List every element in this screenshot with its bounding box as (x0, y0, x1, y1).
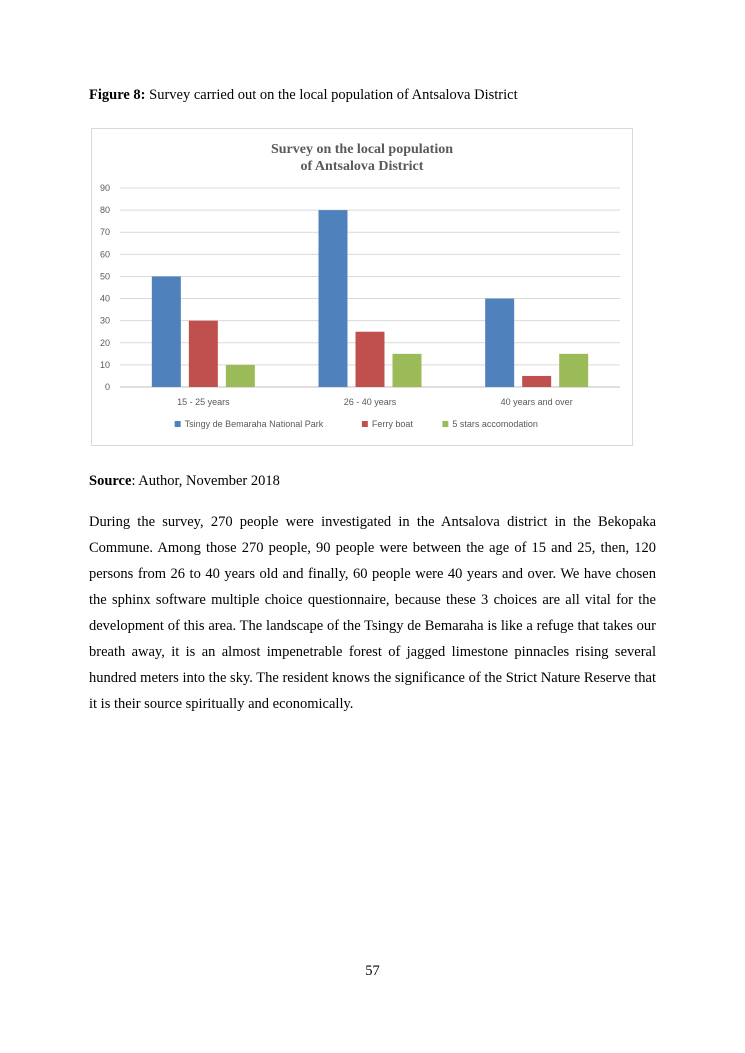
y-tick-label: 60 (99, 249, 110, 260)
bar (226, 365, 255, 387)
legend-swatch (175, 421, 181, 427)
bar (522, 376, 551, 387)
legend-label: Tsingy de Bemaraha National Park (184, 419, 324, 429)
source-label: Source (89, 473, 132, 489)
y-axis-ticks (100, 183, 110, 392)
y-tick-label: 0 (104, 382, 110, 392)
legend (175, 419, 538, 429)
bar (559, 354, 588, 387)
y-tick-label: 50 (99, 271, 110, 282)
x-axis-ticks (177, 397, 573, 407)
y-tick-label: 40 (99, 293, 110, 304)
page-number: 57 (365, 963, 380, 979)
bar (393, 354, 422, 387)
figure-caption-text: Survey carried out on the local population of Antsalova District (149, 87, 518, 103)
legend-label: Ferry boat (371, 419, 413, 429)
bar (319, 210, 348, 387)
y-tick-label: 80 (99, 205, 110, 216)
chart-title-line-1: Survey on the local population (270, 142, 454, 157)
legend-swatch (442, 421, 448, 427)
y-tick-label: 90 (99, 183, 110, 193)
chart-title-line-2: of Antsalova District (300, 159, 424, 174)
bar-chart (91, 128, 633, 446)
x-tick-label: 26 - 40 years (343, 397, 397, 407)
x-tick-label: 15 - 25 years (177, 397, 230, 407)
chart-svg (92, 129, 632, 445)
source-text: : Author, November 2018 (131, 473, 280, 489)
bar (189, 321, 218, 387)
body-paragraph: During the survey, 270 people were investigated in the Antsalova district in the Bekopaka Commune. Among those 270 people, 90 people were between the age of 15 and 25, then, 120 persons from 26 to 40 years old and finally, 60 people were 40 years and over. We have chosen the sphinx software multiple choice questionnaire, because these 3 choices are all vital for the development of this area. The landscape of the Tsingy de Bemaraha is like a refuge that takes our breath away, it is an almost impenetrable forest of jagged limestone pinnacles rising several hundred meters into the sky. The resident knows the significance of the Strict Nature Reserve that it is their source spiritually and economically. (89, 514, 656, 712)
bar (152, 276, 181, 387)
bar (485, 299, 514, 387)
source-line (89, 473, 280, 490)
y-tick-label: 10 (99, 359, 110, 370)
y-tick-label: 20 (99, 337, 110, 348)
y-tick-label: 70 (99, 227, 110, 238)
x-tick-label: 40 years and over (500, 397, 573, 407)
y-tick-label: 30 (99, 315, 110, 326)
legend-label: 5 stars accomodation (452, 419, 538, 429)
legend-swatch (362, 421, 368, 427)
figure-label: Figure 8: (89, 87, 146, 103)
bar (356, 332, 385, 387)
figure-caption (89, 87, 518, 104)
